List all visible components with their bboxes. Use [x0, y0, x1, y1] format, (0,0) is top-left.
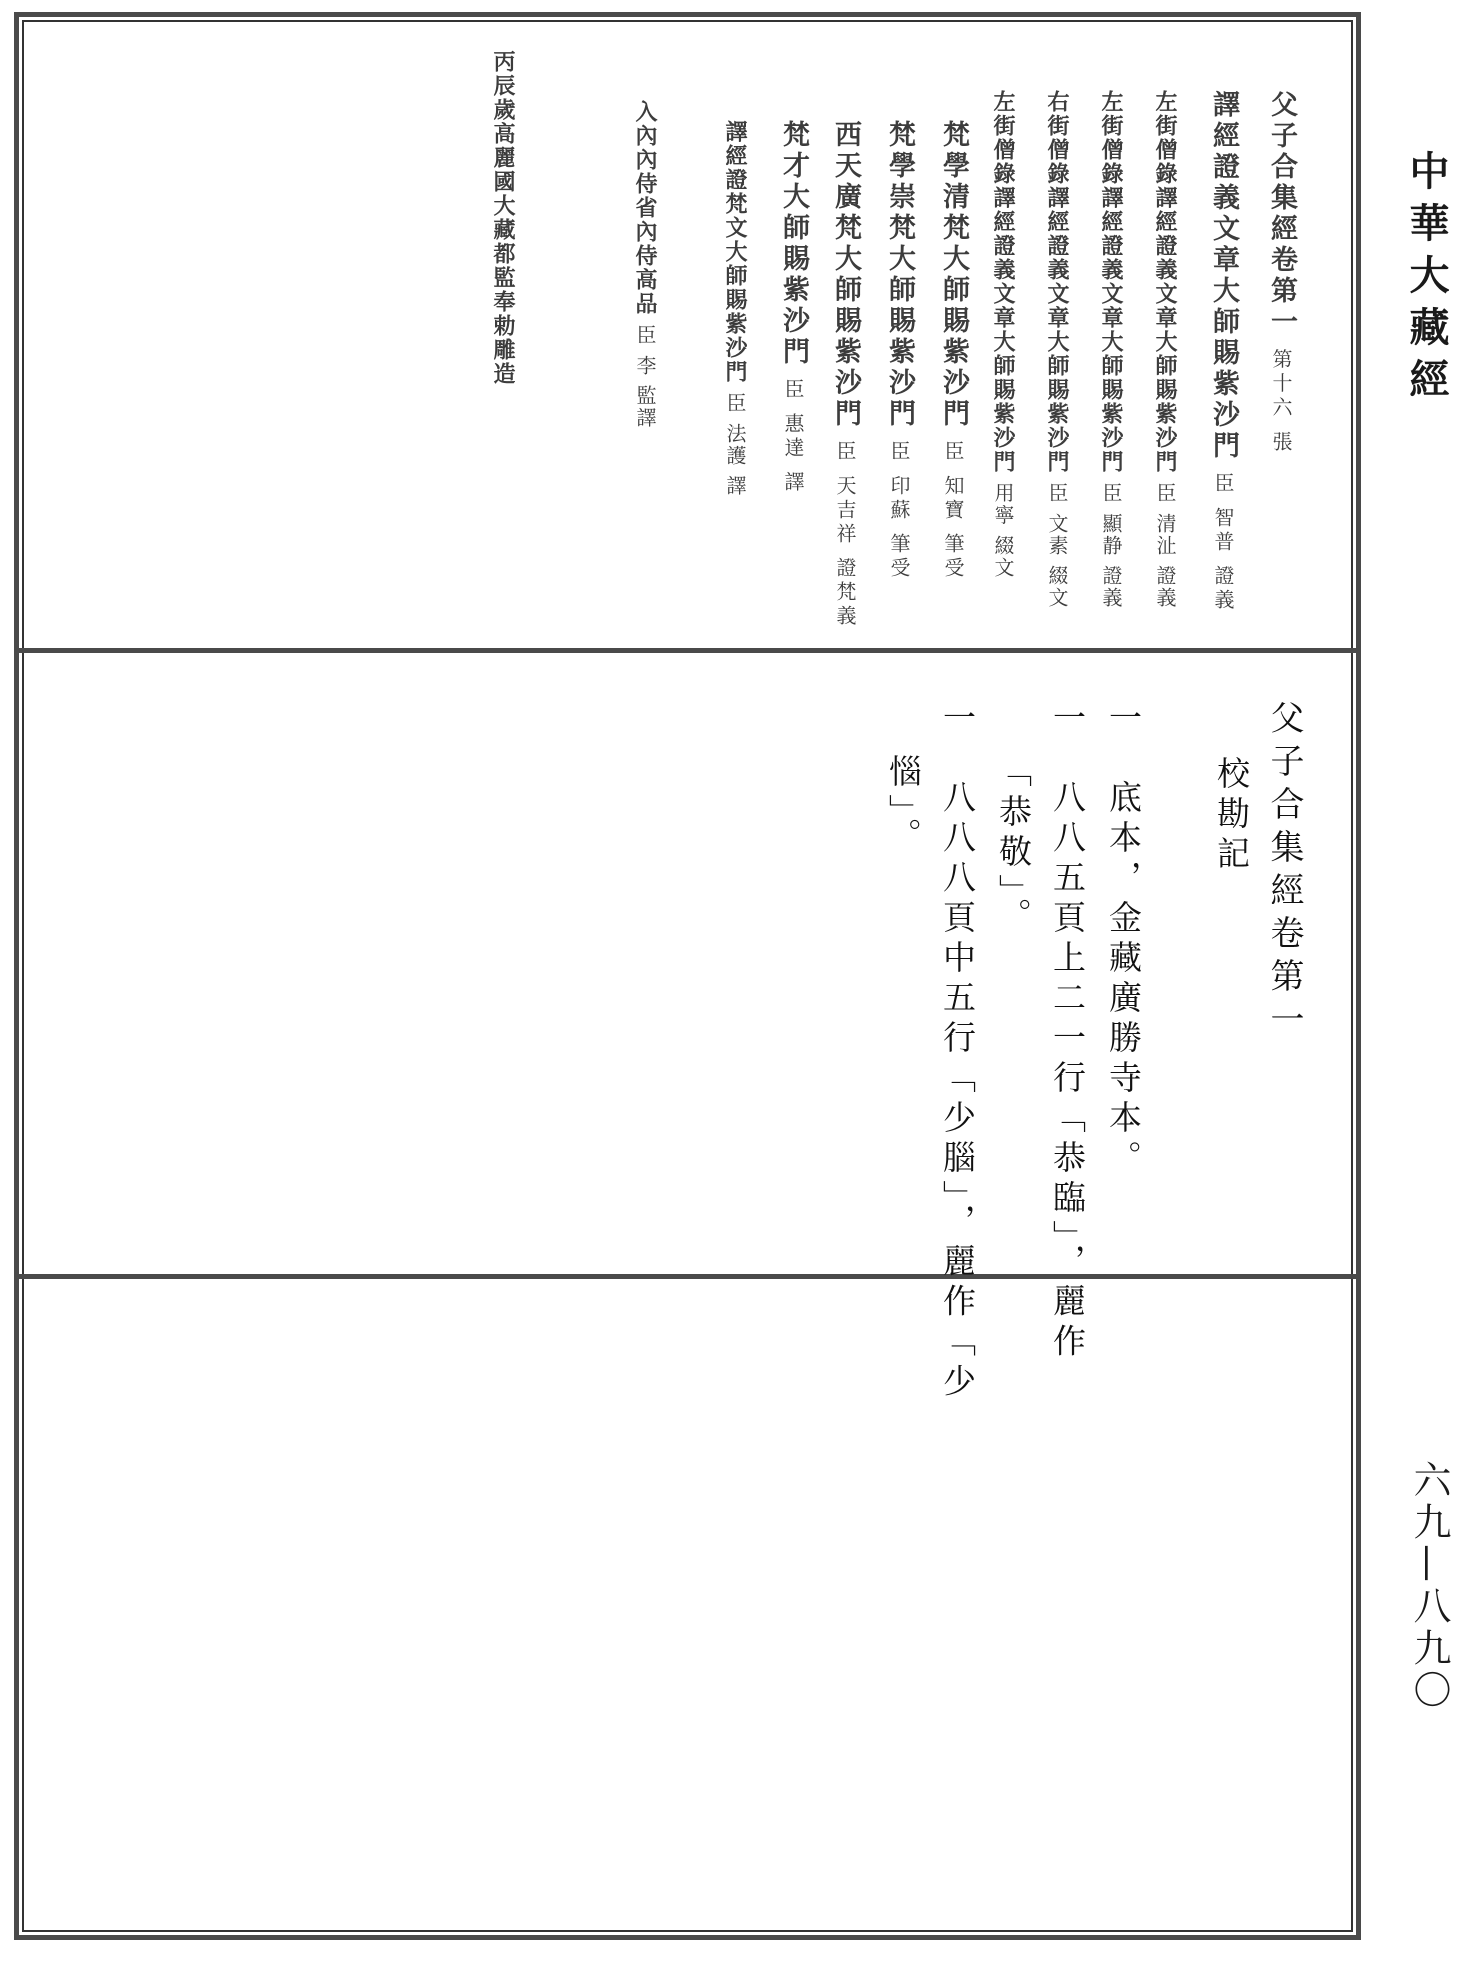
scan-column: 梵才大師賜紫沙門 臣 惠達 譯 [778, 120, 809, 496]
scan-column: 譯經證義文章大師賜紫沙門 臣 智普 證義 [1208, 90, 1239, 614]
collation-note-line: 一 底本，金藏廣勝寺本。 [1104, 700, 1143, 1180]
collection-title: 中華大藏經 [1403, 150, 1449, 410]
scan-column: 左街僧錄譯經證義文章大師賜紫沙門 臣 顯静 證義 [1098, 90, 1124, 610]
collation-note-line: 一 八八五頁上二一行「恭臨」，麗作 [1048, 700, 1087, 1364]
collation-note-line: 惱」。 [884, 754, 923, 858]
scan-column: 父子合集經卷第一 第十六 張 [1266, 90, 1297, 455]
scan-column: 梵學清梵大師賜紫沙門 臣 知寶 筆受 [938, 120, 969, 582]
scan-column: 左街僧錄譯經證義文章大師賜紫沙門 臣 清沚 證義 [1152, 90, 1178, 610]
panel-divider-bottom [14, 1274, 1361, 1279]
collation-note-line: 「恭敬」。 [994, 754, 1033, 938]
scan-colophon: 丙辰歲高麗國大藏都監奉勅雕造 [490, 50, 516, 386]
scan-column: 西天廣梵大師賜紫沙門 臣 天吉祥 證梵義 [830, 120, 861, 630]
page-number: 六九—八九〇 [1407, 1460, 1451, 1712]
panel-divider-top [14, 648, 1361, 653]
scan-column: 右街僧錄譯經證義文章大師賜紫沙門 臣 文素 綴文 [1044, 90, 1070, 610]
scan-column: 梵學崇梵大師賜紫沙門 臣 印蘇 筆受 [884, 120, 915, 582]
scan-column: 左街僧錄譯經證義文章大師賜紫沙門 用寧 綴文 [990, 90, 1016, 579]
scan-column: 譯經證梵文大師賜紫沙門 臣 法護 譯 [722, 120, 748, 498]
collation-note-line: 一 八八八頁中五行「少腦」，麗作「少 [938, 700, 977, 1404]
scan-column: 入內內侍省內侍高品 臣 李 監譯 [632, 100, 658, 430]
collation-heading: 校勘記 [1212, 756, 1251, 876]
collation-title: 父子合集經卷第一 [1264, 700, 1304, 1044]
